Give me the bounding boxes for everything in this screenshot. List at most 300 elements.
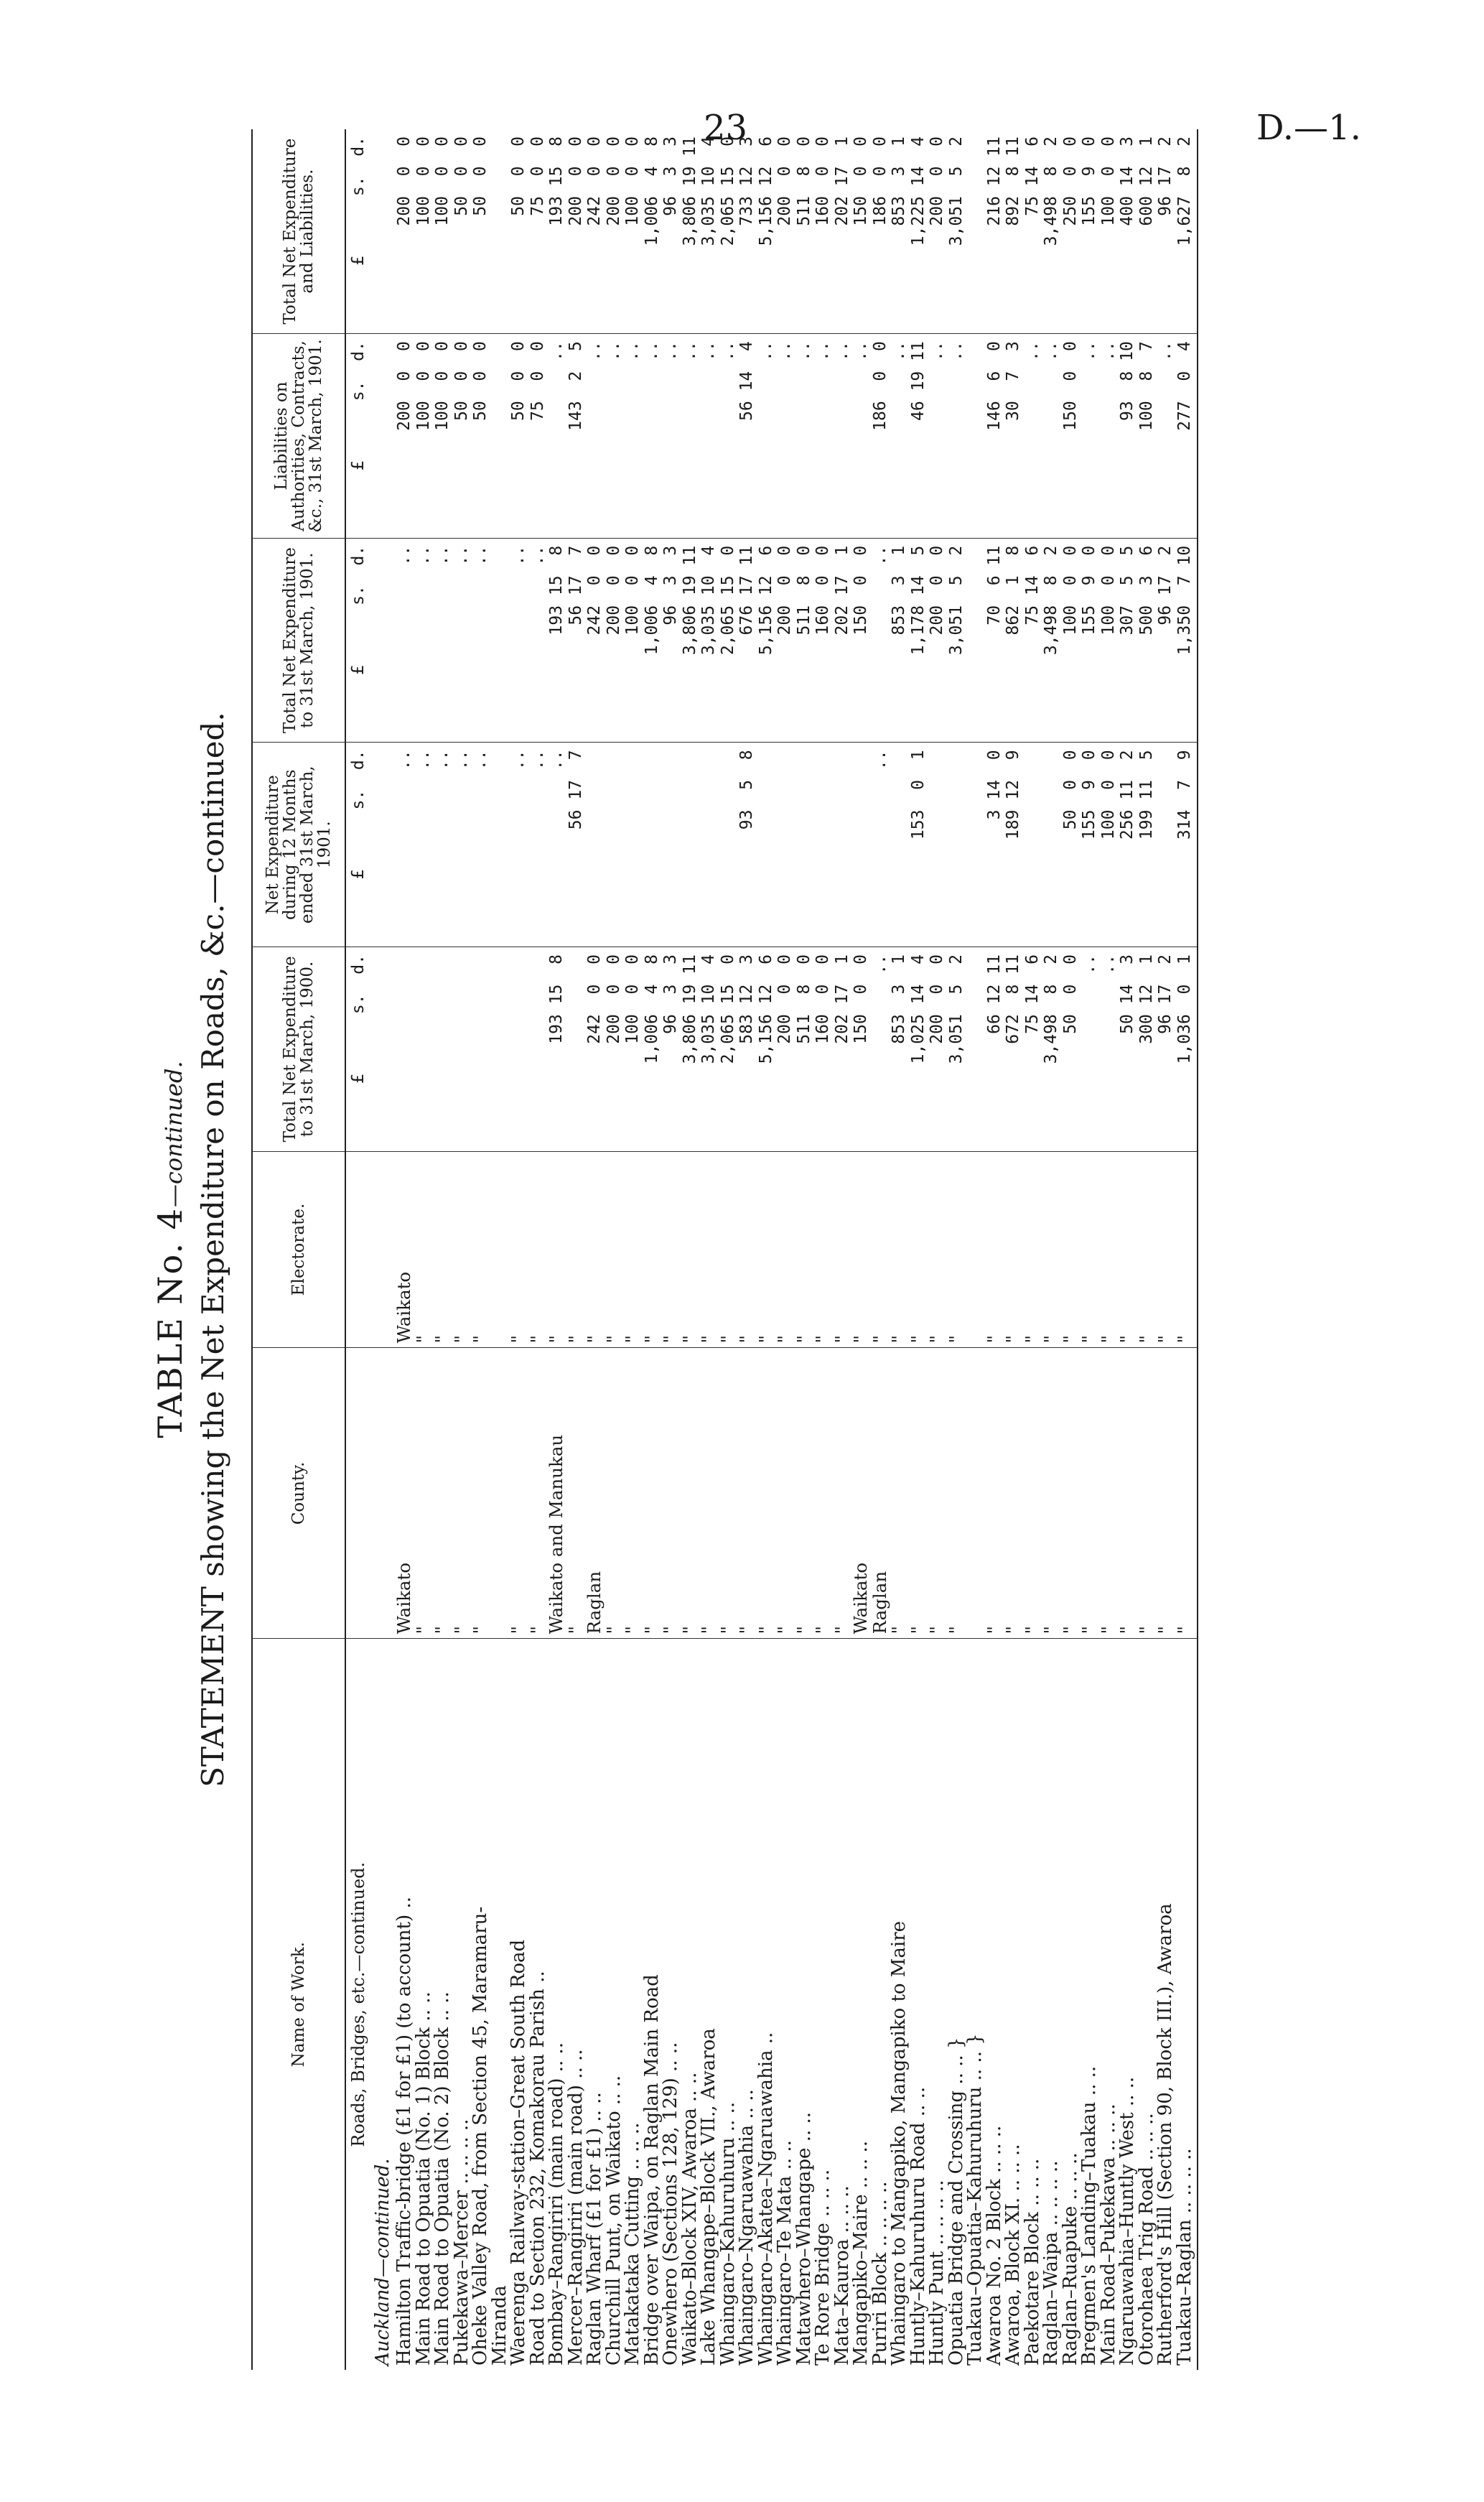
table-row xyxy=(547,129,566,2370)
liabilities-cell xyxy=(490,334,510,539)
total-liabilities-cell: 2,065 15 0 xyxy=(719,129,738,334)
units-row xyxy=(345,129,370,2370)
district-heading: Auckland—continued. xyxy=(372,2158,393,2366)
total-1901-cell: .. xyxy=(509,538,528,743)
county-cell: " xyxy=(1004,1348,1023,1639)
total-1900-cell: 3,035 10 4 xyxy=(699,947,719,1152)
work-name-cell: Otorohaea Trig Road .. .. .. xyxy=(1135,2113,1157,2366)
work-name-cell: Whaingaro–Akatea–Ngaruawahia .. xyxy=(755,2032,777,2366)
total-1900-cell xyxy=(433,947,452,1152)
total-liabilities-cell: 96 17 2 xyxy=(1156,129,1175,334)
electorate-cell: " xyxy=(737,1151,757,1348)
total-1901-cell xyxy=(966,538,985,743)
county-cell: " xyxy=(775,1348,795,1639)
liabilities-cell: .. xyxy=(813,334,833,539)
work-name-cell: Bregmen's Landing–Tuakau .. .. xyxy=(1078,2065,1100,2366)
net-1901-cell xyxy=(681,743,700,947)
electorate-cell: " xyxy=(947,1151,966,1348)
net-1901-cell xyxy=(585,743,605,947)
total-1901-cell: 1,006 4 8 xyxy=(643,538,662,743)
table-row xyxy=(395,129,414,2370)
work-name-cell: Mercer–Rangiriri (main road) .. .. xyxy=(564,2049,587,2366)
liabilities-cell xyxy=(966,334,985,539)
total-1901-cell: 200 0 0 xyxy=(775,538,795,743)
total-1901-cell: 96 3 3 xyxy=(661,538,681,743)
electorate-cell: " xyxy=(605,1151,624,1348)
work-name-cell: Lake Whangape–Block VII., Awaroa xyxy=(698,2028,719,2366)
electorate-cell: " xyxy=(509,1151,528,1348)
liabilities-cell: .. xyxy=(1099,334,1119,539)
net-1901-cell xyxy=(699,743,719,947)
total-1900-cell: 3,806 19 11 xyxy=(681,947,700,1152)
net-1901-cell: 314 7 9 xyxy=(1175,743,1198,947)
total-1900-cell: 202 17 1 xyxy=(833,947,852,1152)
county-cell: " xyxy=(452,1348,472,1639)
work-name-cell: Main Road to Opuatia (No. 2) Block .. .. xyxy=(431,1991,453,2366)
total-1901-cell: .. xyxy=(471,538,490,743)
total-liabilities-cell: 186 0 0 xyxy=(871,129,890,334)
net-1901-cell: .. xyxy=(528,743,548,947)
total-liabilities-cell: 50 0 0 xyxy=(452,129,472,334)
electorate-cell: " xyxy=(681,1151,700,1348)
electorate-cell: " xyxy=(1080,1151,1099,1348)
total-1900-cell: 50 14 3 xyxy=(1118,947,1137,1152)
total-liabilities-cell: 242 0 0 xyxy=(585,129,605,334)
net-1901-cell: 199 11 5 xyxy=(1137,743,1157,947)
table-row xyxy=(795,129,814,2370)
net-1901-cell xyxy=(757,743,776,947)
total-1900-cell: 1,025 14 4 xyxy=(909,947,928,1152)
table-row xyxy=(851,129,871,2370)
total-liabilities-cell: 216 12 11 xyxy=(985,129,1004,334)
total-liabilities-cell: 892 8 11 xyxy=(1004,129,1023,334)
liabilities-cell: .. xyxy=(719,334,738,539)
net-1901-cell xyxy=(719,743,738,947)
header-row xyxy=(252,129,345,2370)
liabilities-cell: 150 0 0 xyxy=(1061,334,1081,539)
table-row xyxy=(737,129,757,2370)
total-1901-cell: 242 0 0 xyxy=(585,538,605,743)
liabilities-cell: .. xyxy=(623,334,643,539)
total-1901-cell: 5,156 12 6 xyxy=(757,538,776,743)
county-cell: Waikato xyxy=(851,1348,871,1639)
total-liabilities-cell: 100 0 0 xyxy=(433,129,452,334)
net-1901-cell xyxy=(890,743,909,947)
work-name-cell: Pukekawa–Mercer .. .. .. .. xyxy=(450,2119,472,2366)
total-1901-cell: 3,035 10 4 xyxy=(699,538,719,743)
total-1900-cell: 50 0 0 xyxy=(1061,947,1081,1152)
electorate-cell: " xyxy=(1023,1151,1042,1348)
table-row xyxy=(681,129,700,2370)
work-name-cell: Oheke Valley Road, from Section 45, Maramaru- xyxy=(470,1906,491,2366)
county-cell: " xyxy=(1118,1348,1137,1639)
net-1901-cell xyxy=(947,743,966,947)
electorate-cell: " xyxy=(643,1151,662,1348)
county-cell: " xyxy=(509,1348,528,1639)
work-name-cell: Ngaruawahia–Huntly West .. .. xyxy=(1116,2076,1138,2366)
table-row xyxy=(909,129,928,2370)
table-row xyxy=(414,129,434,2370)
total-liabilities-cell: 155 9 0 xyxy=(1080,129,1099,334)
liabilities-cell: 146 6 0 xyxy=(985,334,1004,539)
total-liabilities-cell: 200 0 0 xyxy=(928,129,947,334)
total-1900-cell: .. xyxy=(871,947,890,1152)
work-name-cell: Puriri Block .. .. .. .. xyxy=(869,2181,891,2366)
electorate-cell: " xyxy=(1099,1151,1119,1348)
county-cell xyxy=(490,1348,510,1639)
net-1901-cell: 50 0 0 xyxy=(1061,743,1081,947)
liabilities-cell: .. xyxy=(928,334,947,539)
table-row xyxy=(890,129,909,2370)
net-1901-cell: 3 14 0 xyxy=(985,743,1004,947)
work-name-cell: Matakataka Cutting .. .. .. xyxy=(622,2122,643,2366)
liabilities-cell: 30 7 3 xyxy=(1004,334,1023,539)
net-1901-cell: 56 17 7 xyxy=(566,743,586,947)
work-name-cell: Awaroa No. 2 Block .. .. .. xyxy=(983,2125,1005,2366)
county-cell: " xyxy=(985,1348,1004,1639)
electorate-cell: " xyxy=(1004,1151,1023,1348)
electorate-cell: " xyxy=(833,1151,852,1348)
net-1901-cell: 100 0 0 xyxy=(1099,743,1119,947)
col-header-liabilities: Liabilities on Authorities, Contracts, &c., 31st March, 1901. xyxy=(252,334,345,539)
table-row xyxy=(871,129,890,2370)
table-row xyxy=(1175,129,1198,2370)
county-cell: Waikato xyxy=(395,1348,414,1639)
table-row xyxy=(509,129,528,2370)
electorate-cell: " xyxy=(985,1151,1004,1348)
county-cell: " xyxy=(757,1348,776,1639)
liabilities-cell: .. xyxy=(661,334,681,539)
liabilities-cell: .. xyxy=(775,334,795,539)
work-name-cell: Mata–Kauroa .. .. .. xyxy=(831,2185,853,2366)
total-liabilities-cell: 3,498 8 2 xyxy=(1042,129,1061,334)
total-liabilities-cell: 50 0 0 xyxy=(471,129,490,334)
liabilities-cell: .. xyxy=(1023,334,1042,539)
total-1900-cell xyxy=(471,947,490,1152)
electorate-cell: " xyxy=(433,1151,452,1348)
total-liabilities-cell: 250 0 0 xyxy=(1061,129,1081,334)
county-cell xyxy=(966,1348,985,1639)
county-cell: " xyxy=(471,1348,490,1639)
net-1901-cell: .. xyxy=(871,743,890,947)
section-heading: Roads, Bridges, etc.—continued. xyxy=(348,1861,368,2147)
col-header-total-1900: Total Net Expenditure to 31st March, 1900. xyxy=(252,947,345,1152)
net-1901-cell xyxy=(643,743,662,947)
table-row xyxy=(1099,129,1119,2370)
total-1901-cell: 200 0 0 xyxy=(928,538,947,743)
total-liabilities-cell: 200 0 0 xyxy=(605,129,624,334)
liabilities-cell: .. xyxy=(1080,334,1099,539)
total-1900-cell: 96 3 3 xyxy=(661,947,681,1152)
page-reference: D.—1. xyxy=(1256,108,1361,148)
total-1901-cell: 100 0 0 xyxy=(623,538,643,743)
electorate-cell: " xyxy=(452,1151,472,1348)
net-1901-cell xyxy=(833,743,852,947)
electorate-cell: " xyxy=(471,1151,490,1348)
electorate-cell: " xyxy=(1118,1151,1137,1348)
work-name-cell: Whaingaro–Ngaruawahia .. .. xyxy=(736,2089,757,2366)
total-liabilities-cell: 511 8 0 xyxy=(795,129,814,334)
total-1900-cell xyxy=(528,947,548,1152)
work-name-cell: Whaingaro–Te Mata .. .. xyxy=(774,2140,795,2366)
page-number: 23 xyxy=(704,108,748,148)
county-cell: " xyxy=(528,1348,548,1639)
total-1900-cell: 96 17 2 xyxy=(1156,947,1175,1152)
net-1901-cell xyxy=(623,743,643,947)
total-liabilities-cell: 3,035 10 4 xyxy=(699,129,719,334)
net-1901-cell: 155 9 0 xyxy=(1080,743,1099,947)
electorate-cell: " xyxy=(890,1151,909,1348)
total-liabilities-cell: 1,225 14 4 xyxy=(909,129,928,334)
total-1901-cell: 160 0 0 xyxy=(813,538,833,743)
total-1900-cell: 1,006 4 8 xyxy=(643,947,662,1152)
liabilities-cell: 50 0 0 xyxy=(471,334,490,539)
net-1901-cell xyxy=(813,743,833,947)
table-row xyxy=(928,129,947,2370)
table-row xyxy=(719,129,738,2370)
table-row xyxy=(452,129,472,2370)
work-name-cell: Waerenga Railway-station–Great South Road xyxy=(508,1939,529,2366)
total-1901-cell: 511 8 0 xyxy=(795,538,814,743)
electorate-cell: " xyxy=(1042,1151,1061,1348)
work-name-cell: Main Road–Pukekawa .. .. .. xyxy=(1097,2103,1119,2366)
total-1900-cell: 200 0 0 xyxy=(928,947,947,1152)
work-name-cell: Main Road to Opuatia (No. 1) Block .. .. xyxy=(412,1991,434,2366)
table-row xyxy=(433,129,452,2370)
county-cell: " xyxy=(623,1348,643,1639)
total-1900-cell: 200 0 0 xyxy=(775,947,795,1152)
county-cell: " xyxy=(1137,1348,1157,1639)
liabilities-cell: 100 0 0 xyxy=(433,334,452,539)
total-1901-cell: 862 1 8 xyxy=(1004,538,1023,743)
work-name-cell: Road to Section 232, Komakorau Parish .. xyxy=(526,1971,549,2366)
net-1901-cell xyxy=(661,743,681,947)
county-cell: " xyxy=(643,1348,662,1639)
table-row xyxy=(813,129,833,2370)
total-liabilities-cell: 50 0 0 xyxy=(509,129,528,334)
total-1900-cell: 193 15 8 xyxy=(547,947,566,1152)
county-cell: " xyxy=(1080,1348,1099,1639)
work-name-cell: Waikato–Block XIV, Awaroa .. .. xyxy=(678,2072,701,2366)
net-1901-cell xyxy=(775,743,795,947)
county-cell: " xyxy=(414,1348,434,1639)
table-row xyxy=(490,129,510,2370)
total-liabilities-cell: 100 0 0 xyxy=(1099,129,1119,334)
table-row xyxy=(1080,129,1099,2370)
table-title xyxy=(151,129,190,2370)
table-row xyxy=(775,129,795,2370)
total-1900-cell xyxy=(966,947,985,1152)
total-liabilities-cell: 5,156 12 6 xyxy=(757,129,776,334)
electorate-cell: " xyxy=(795,1151,814,1348)
liabilities-cell: .. xyxy=(1156,334,1175,539)
total-1900-cell: 672 8 11 xyxy=(1004,947,1023,1152)
table-row xyxy=(566,129,586,2370)
col-header-electorate: Electorate. xyxy=(252,1151,345,1348)
work-name-cell: Mangapiko–Maire .. .. .. xyxy=(850,2140,872,2366)
table-row xyxy=(1137,129,1157,2370)
total-1901-cell: 3,051 5 2 xyxy=(947,538,966,743)
district-row xyxy=(370,129,395,2370)
net-1901-cell xyxy=(966,743,985,947)
liabilities-cell: 50 0 0 xyxy=(509,334,528,539)
table-row xyxy=(699,129,719,2370)
table-row xyxy=(1004,129,1023,2370)
total-1901-cell: 676 17 11 xyxy=(737,538,757,743)
table-row xyxy=(757,129,776,2370)
col-header-net-1901: Net Expenditure during 12 Months ended 31st March, 1901. xyxy=(252,743,345,947)
liabilities-cell: .. xyxy=(890,334,909,539)
table-row xyxy=(471,129,490,2370)
table-title-continued: —continued. xyxy=(160,1061,187,1208)
rotated-table-page xyxy=(129,129,1314,2370)
liabilities-cell: .. xyxy=(851,334,871,539)
total-liabilities-cell: 1,627 8 2 xyxy=(1175,129,1198,334)
table-row xyxy=(1118,129,1137,2370)
total-liabilities-cell xyxy=(490,129,510,334)
net-1901-cell xyxy=(1156,743,1175,947)
table-row xyxy=(1023,129,1042,2370)
net-1901-cell: 189 12 9 xyxy=(1004,743,1023,947)
county-cell: " xyxy=(719,1348,738,1639)
total-1900-cell: 150 0 0 xyxy=(851,947,871,1152)
work-name-cell: Hamilton Traffic-bridge (£1 for £1) (to account) .. xyxy=(393,1897,415,2366)
col-header-total-liabilities: Total Net Expenditure and Liabilities. xyxy=(252,129,345,334)
county-cell: " xyxy=(1156,1348,1175,1639)
net-1901-cell: .. xyxy=(433,743,452,947)
work-name-cell: Bombay–Rangiriri (main road) .. .. xyxy=(546,2042,567,2366)
col-header-county: County. xyxy=(252,1348,345,1639)
liabilities-cell: 46 19 11 xyxy=(909,334,928,539)
county-cell: " xyxy=(947,1348,966,1639)
liabilities-cell: .. xyxy=(699,334,719,539)
work-name-cell: Te Rore Bridge .. .. .. xyxy=(812,2169,834,2366)
county-cell: " xyxy=(1023,1348,1042,1639)
electorate-cell: " xyxy=(1137,1151,1157,1348)
total-1900-cell xyxy=(566,947,586,1152)
total-1900-cell xyxy=(490,947,510,1152)
net-1901-cell: 256 11 2 xyxy=(1118,743,1137,947)
total-1901-cell: .. xyxy=(414,538,434,743)
county-cell: " xyxy=(681,1348,700,1639)
total-1901-cell: 193 15 8 xyxy=(547,538,566,743)
work-name-cell: Miranda xyxy=(488,2285,510,2366)
table-row xyxy=(1061,129,1081,2370)
total-liabilities-cell: 400 14 3 xyxy=(1118,129,1137,334)
electorate-cell: " xyxy=(661,1151,681,1348)
total-1901-cell: .. xyxy=(452,538,472,743)
total-liabilities-cell: 200 0 0 xyxy=(775,129,795,334)
electorate-cell: " xyxy=(775,1151,795,1348)
county-cell: " xyxy=(737,1348,757,1639)
total-1901-cell: 1,350 7 10 xyxy=(1175,538,1198,743)
net-1901-cell: .. xyxy=(547,743,566,947)
total-1901-cell: 100 0 0 xyxy=(1099,538,1119,743)
total-1900-cell: 242 0 0 xyxy=(585,947,605,1152)
liabilities-cell: 200 0 0 xyxy=(395,334,414,539)
table-row xyxy=(1042,129,1061,2370)
net-1901-cell: 93 5 8 xyxy=(737,743,757,947)
total-liabilities-cell: 100 0 0 xyxy=(414,129,434,334)
total-1901-cell: .. xyxy=(528,538,548,743)
liabilities-cell: .. xyxy=(795,334,814,539)
total-1900-cell: 583 12 3 xyxy=(737,947,757,1152)
net-1901-cell xyxy=(851,743,871,947)
electorate-cell: Waikato xyxy=(395,1151,414,1348)
county-cell: " xyxy=(1042,1348,1061,1639)
total-1900-cell xyxy=(452,947,472,1152)
liabilities-cell: 93 8 10 xyxy=(1118,334,1137,539)
units-liabilities: £ s. d. xyxy=(345,334,370,539)
electorate-cell: " xyxy=(566,1151,586,1348)
work-name-cell: Matawhero–Whangape .. .. xyxy=(793,2111,815,2366)
electorate-cell: " xyxy=(757,1151,776,1348)
table-row xyxy=(585,129,605,2370)
table-row xyxy=(833,129,852,2370)
total-1900-cell: 1,036 0 1 xyxy=(1175,947,1198,1152)
work-name-cell: Raglan Wharf (£1 for £1) .. .. xyxy=(584,2092,605,2366)
total-1901-cell: 3,806 19 11 xyxy=(681,538,700,743)
liabilities-cell: .. xyxy=(757,334,776,539)
net-1901-cell xyxy=(490,743,510,947)
liabilities-cell: 100 0 0 xyxy=(414,334,434,539)
table-row xyxy=(643,129,662,2370)
county-cell: Raglan xyxy=(871,1348,890,1639)
units-total-1901: £ s. d. xyxy=(345,538,370,743)
county-cell: " xyxy=(890,1348,909,1639)
electorate-cell: " xyxy=(585,1151,605,1348)
electorate-cell: " xyxy=(1175,1151,1198,1348)
work-name-cell: Bridge over Waipa, on Raglan Main Road xyxy=(640,1974,663,2366)
total-1901-cell: 500 3 6 xyxy=(1137,538,1157,743)
total-liabilities-cell xyxy=(966,129,985,334)
total-1901-cell: 70 6 11 xyxy=(985,538,1004,743)
net-1901-cell: .. xyxy=(452,743,472,947)
liabilities-cell: .. xyxy=(947,334,966,539)
liabilities-cell: .. xyxy=(605,334,624,539)
county-cell: Waikato and Manukau xyxy=(547,1348,566,1639)
table-row xyxy=(605,129,624,2370)
total-1901-cell: 307 5 5 xyxy=(1118,538,1137,743)
county-cell: " xyxy=(795,1348,814,1639)
county-cell: " xyxy=(1061,1348,1081,1639)
total-1900-cell: 300 12 1 xyxy=(1137,947,1157,1152)
net-1901-cell xyxy=(928,743,947,947)
electorate-cell: " xyxy=(528,1151,548,1348)
total-1901-cell: 150 0 0 xyxy=(851,538,871,743)
total-1900-cell xyxy=(414,947,434,1152)
total-1900-cell: 3,498 8 2 xyxy=(1042,947,1061,1152)
county-cell: " xyxy=(928,1348,947,1639)
total-1900-cell: 200 0 0 xyxy=(605,947,624,1152)
total-liabilities-cell: 150 0 0 xyxy=(851,129,871,334)
electorate-cell: " xyxy=(909,1151,928,1348)
liabilities-cell: .. xyxy=(833,334,852,539)
total-1901-cell: 200 0 0 xyxy=(605,538,624,743)
net-1901-cell: .. xyxy=(414,743,434,947)
col-header-name: Name of Work. xyxy=(252,1639,345,2370)
electorate-cell: " xyxy=(851,1151,871,1348)
work-name-cell: Onewhero (Sections 128, 129) .. .. xyxy=(660,2042,681,2366)
total-1900-cell xyxy=(395,947,414,1152)
total-1900-cell: 5,156 12 6 xyxy=(757,947,776,1152)
electorate-cell: " xyxy=(699,1151,719,1348)
total-1901-cell: 2,065 15 0 xyxy=(719,538,738,743)
work-name-cell: Whaingaro–Kahuruhuru .. .. xyxy=(717,2101,739,2366)
work-name-cell: Awaroa, Block XI. .. .. .. xyxy=(1002,2144,1024,2366)
table-row xyxy=(947,129,966,2370)
total-1900-cell: .. xyxy=(1099,947,1119,1152)
